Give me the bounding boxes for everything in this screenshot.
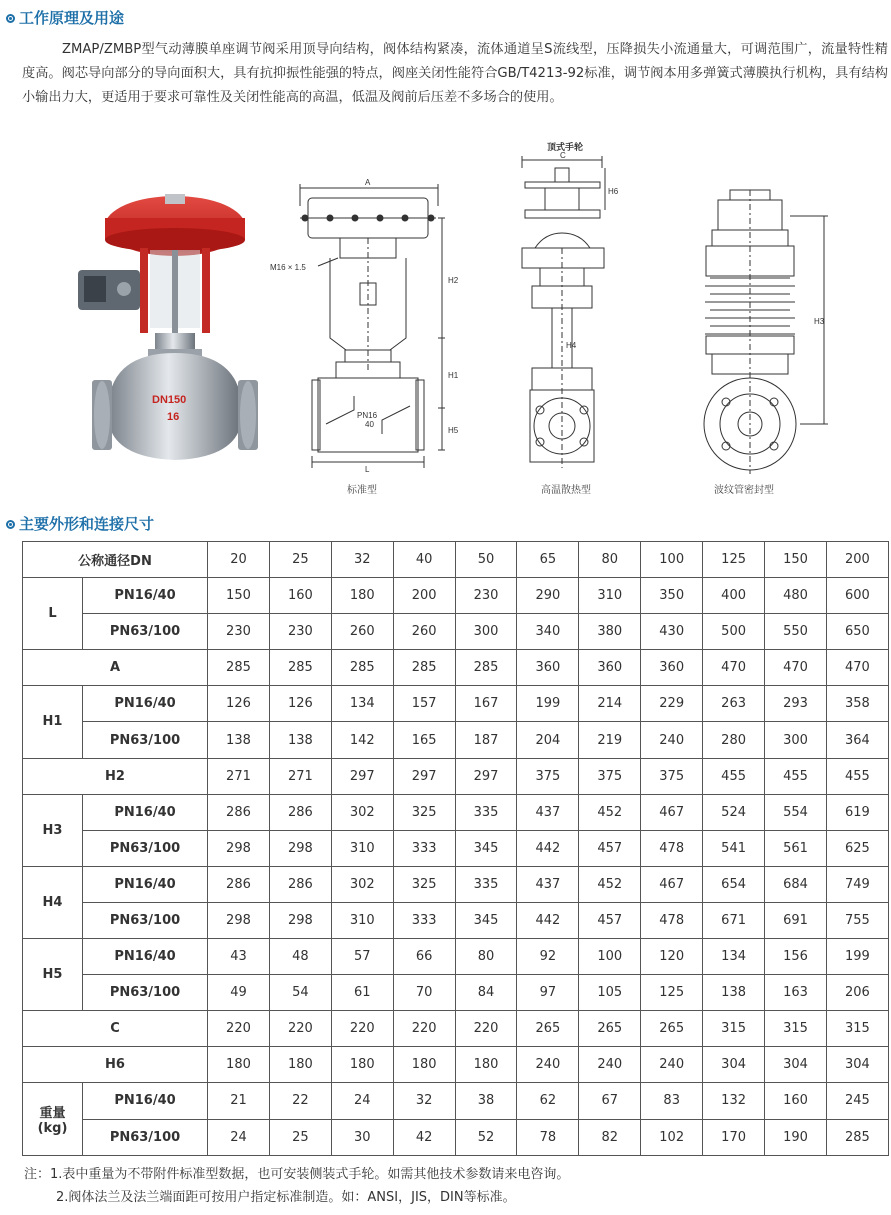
table-row [23,794,889,830]
value-cell: 297 [331,758,393,794]
pressure-class-label: PN63/100 [83,902,208,938]
value-cell: 265 [517,1011,579,1047]
group-label: L [23,578,83,650]
value-cell: 298 [208,902,270,938]
caption-standard: 标准型 [347,485,377,496]
value-cell: 66 [393,939,455,975]
value-cell: 187 [455,722,517,758]
value-cell: 541 [703,830,765,866]
value-cell: 650 [826,614,888,650]
pressure-class-label: PN16/40 [83,794,208,830]
value-cell: 340 [517,614,579,650]
value-cell: 671 [703,902,765,938]
value-cell: 452 [579,866,641,902]
value-cell: 24 [331,1083,393,1119]
value-cell: 500 [703,614,765,650]
value-cell: 240 [641,722,703,758]
value-cell: 333 [393,830,455,866]
value-cell: 271 [208,758,270,794]
value-cell: 163 [765,975,827,1011]
value-cell: 220 [455,1011,517,1047]
value-cell: 150 [208,578,270,614]
table-row [23,866,889,902]
value-cell: 286 [208,794,270,830]
value-cell: 297 [393,758,455,794]
pressure-class-label: PN16/40 [83,1083,208,1119]
value-cell: 333 [393,902,455,938]
table-row [23,686,889,722]
value-cell: 230 [208,614,270,650]
value-cell: 70 [393,975,455,1011]
value-cell: 180 [331,1047,393,1083]
value-cell: 360 [517,650,579,686]
value-cell: 360 [641,650,703,686]
label-H5: H5 [448,426,459,435]
value-cell: 142 [331,722,393,758]
value-cell: 561 [765,830,827,866]
value-cell: 190 [765,1119,827,1155]
note-line-1: 注：1.表中重量为不带附件标准型数据，也可安装侧装式手轮。如需其他技术参数请来电咨询。 [24,1167,570,1182]
value-cell: 156 [765,939,827,975]
value-cell: 42 [393,1119,455,1155]
value-cell: 285 [331,650,393,686]
value-cell: 220 [269,1011,331,1047]
label-C: C [560,151,566,160]
label-H3: H3 [814,317,825,326]
value-cell: 120 [641,939,703,975]
value-cell: 480 [765,578,827,614]
section-title-text: 工作原理及用途 [19,9,125,27]
value-cell: 467 [641,794,703,830]
photo-body-marking: DN150 [152,394,187,406]
header-dn-cell: 50 [455,542,517,578]
group-label: H1 [23,686,83,758]
value-cell: 102 [641,1119,703,1155]
value-cell: 240 [641,1047,703,1083]
value-cell: 105 [579,975,641,1011]
value-cell: 214 [579,686,641,722]
notes [24,1163,569,1209]
value-cell: 298 [208,830,270,866]
value-cell: 82 [579,1119,641,1155]
value-cell: 755 [826,902,888,938]
value-cell: 49 [208,975,270,1011]
value-cell: 600 [826,578,888,614]
header-dn-label: 公称通径DN [23,542,208,578]
value-cell: 300 [455,614,517,650]
circle-bullet-icon [6,14,15,23]
value-cell: 199 [517,686,579,722]
value-cell: 80 [455,939,517,975]
value-cell: 230 [455,578,517,614]
value-cell: 457 [579,902,641,938]
group-label: A [23,650,208,686]
value-cell: 206 [826,975,888,1011]
value-cell: 297 [455,758,517,794]
value-cell: 54 [269,975,331,1011]
circle-bullet-icon [6,520,15,529]
value-cell: 286 [208,866,270,902]
table-row [23,902,889,938]
value-cell: 271 [269,758,331,794]
value-cell: 304 [765,1047,827,1083]
value-cell: 263 [703,686,765,722]
table-row [23,758,889,794]
value-cell: 25 [269,1119,331,1155]
bellows-seal-drawing [704,190,828,474]
value-cell: 457 [579,830,641,866]
caption-high-temp: 高温散热型 [541,485,591,496]
value-cell: 38 [455,1083,517,1119]
value-cell: 691 [765,902,827,938]
valve-figures [0,138,891,508]
value-cell: 310 [331,902,393,938]
header-dn-cell: 200 [826,542,888,578]
table-row [23,650,889,686]
value-cell: 524 [703,794,765,830]
value-cell: 67 [579,1083,641,1119]
pressure-class-label: PN16/40 [83,866,208,902]
header-dn-cell: 40 [393,542,455,578]
value-cell: 100 [579,939,641,975]
value-cell: 170 [703,1119,765,1155]
value-cell: 325 [393,794,455,830]
group-label: C [23,1011,208,1047]
high-temp-drawing [522,156,605,468]
section-title-text: 主要外形和连接尺寸 [19,515,155,533]
value-cell: 125 [641,975,703,1011]
value-cell: 240 [517,1047,579,1083]
header-row [23,542,889,578]
value-cell: 304 [703,1047,765,1083]
section-title-principle [6,8,124,28]
value-cell: 455 [826,758,888,794]
intro-paragraph: ZMAP/ZMBP型气动薄膜单座调节阀采用顶导向结构，阀体结构紧凑，流体通道呈S流线型，压降损失小流通量大，可调范围广，流量特性精度高。阀芯导向部分的导向面积大，具有抗抑振性能强的特点，阀座关闭性能符合GB/T4213-92标准，调节阀本用多弹簧式薄膜执行机构，具有结构小输出力大，更适用于要求可靠性及关闭性能高的高温，低温及阀前后压差不多场合的使用。 [22,42,888,105]
value-cell: 298 [269,830,331,866]
valve-photo [78,194,258,460]
pressure-class-label: PN63/100 [83,614,208,650]
value-cell: 452 [579,794,641,830]
header-dn-cell: 80 [579,542,641,578]
label-L: L [365,465,370,474]
value-cell: 48 [269,939,331,975]
value-cell: 310 [579,578,641,614]
section-title-dimensions [6,514,154,534]
pressure-class-label: PN16/40 [83,578,208,614]
value-cell: 350 [641,578,703,614]
group-label: H6 [23,1047,208,1083]
label-A: A [365,178,371,187]
value-cell: 442 [517,902,579,938]
value-cell: 180 [208,1047,270,1083]
value-cell: 375 [579,758,641,794]
table-row [23,614,889,650]
value-cell: 285 [826,1119,888,1155]
value-cell: 92 [517,939,579,975]
value-cell: 134 [703,939,765,975]
value-cell: 62 [517,1083,579,1119]
value-cell: 286 [269,866,331,902]
value-cell: 437 [517,866,579,902]
value-cell: 157 [393,686,455,722]
label-top-handwheel: 顶式手轮 [547,142,584,152]
pressure-class-label: PN63/100 [83,722,208,758]
value-cell: 345 [455,830,517,866]
value-cell: 302 [331,866,393,902]
table-row [23,722,889,758]
value-cell: 180 [393,1047,455,1083]
value-cell: 83 [641,1083,703,1119]
label-H2: H2 [448,276,459,285]
value-cell: 375 [517,758,579,794]
value-cell: 315 [826,1011,888,1047]
value-cell: 138 [208,722,270,758]
value-cell: 325 [393,866,455,902]
value-cell: 654 [703,866,765,902]
pressure-class-label: PN63/100 [83,830,208,866]
header-dn-cell: 25 [269,542,331,578]
value-cell: 245 [826,1083,888,1119]
value-cell: 84 [455,975,517,1011]
value-cell: 478 [641,902,703,938]
label-PN-sub: 40 [365,420,374,429]
value-cell: 437 [517,794,579,830]
value-cell: 200 [393,578,455,614]
value-cell: 24 [208,1119,270,1155]
value-cell: 550 [765,614,827,650]
value-cell: 285 [208,650,270,686]
value-cell: 97 [517,975,579,1011]
value-cell: 442 [517,830,579,866]
value-cell: 478 [641,830,703,866]
value-cell: 229 [641,686,703,722]
value-cell: 126 [269,686,331,722]
value-cell: 335 [455,866,517,902]
label-H4: H4 [566,341,577,350]
value-cell: 180 [269,1047,331,1083]
value-cell: 364 [826,722,888,758]
value-cell: 180 [455,1047,517,1083]
group-label: H4 [23,866,83,938]
value-cell: 126 [208,686,270,722]
value-cell: 160 [269,578,331,614]
value-cell: 302 [331,794,393,830]
group-label: H2 [23,758,208,794]
value-cell: 260 [393,614,455,650]
value-cell: 21 [208,1083,270,1119]
value-cell: 219 [579,722,641,758]
label-H1: H1 [448,371,459,380]
table-row [23,975,889,1011]
value-cell: 22 [269,1083,331,1119]
value-cell: 138 [703,975,765,1011]
value-cell: 30 [331,1119,393,1155]
value-cell: 132 [703,1083,765,1119]
pressure-class-label: PN16/40 [83,939,208,975]
table-row [23,1083,889,1119]
value-cell: 455 [703,758,765,794]
value-cell: 467 [641,866,703,902]
label-PN: PN16 [357,411,378,420]
value-cell: 32 [393,1083,455,1119]
table-row [23,830,889,866]
figure-area [0,138,891,508]
value-cell: 430 [641,614,703,650]
value-cell: 298 [269,902,331,938]
pressure-class-label: PN63/100 [83,975,208,1011]
header-dn-cell: 100 [641,542,703,578]
value-cell: 304 [826,1047,888,1083]
value-cell: 167 [455,686,517,722]
header-dn-cell: 125 [703,542,765,578]
value-cell: 315 [765,1011,827,1047]
table-row [23,1119,889,1155]
value-cell: 160 [765,1083,827,1119]
value-cell: 619 [826,794,888,830]
caption-bellows: 波纹管密封型 [714,485,774,496]
pressure-class-label: PN63/100 [83,1119,208,1155]
value-cell: 335 [455,794,517,830]
value-cell: 360 [579,650,641,686]
value-cell: 165 [393,722,455,758]
header-dn-cell: 65 [517,542,579,578]
value-cell: 134 [331,686,393,722]
value-cell: 470 [765,650,827,686]
value-cell: 286 [269,794,331,830]
group-label: H5 [23,939,83,1011]
value-cell: 300 [765,722,827,758]
note-line-2: 2.阀体法兰及法兰端面距可按用户指定标准制造。如：ANSI，JIS，DIN等标准。 [56,1190,516,1205]
value-cell: 625 [826,830,888,866]
value-cell: 310 [331,830,393,866]
value-cell: 380 [579,614,641,650]
photo-body-marking-2: 16 [167,411,180,423]
value-cell: 43 [208,939,270,975]
value-cell: 220 [208,1011,270,1047]
value-cell: 455 [765,758,827,794]
pressure-class-label: PN16/40 [83,686,208,722]
value-cell: 260 [331,614,393,650]
value-cell: 315 [703,1011,765,1047]
value-cell: 554 [765,794,827,830]
value-cell: 400 [703,578,765,614]
value-cell: 285 [393,650,455,686]
value-cell: 220 [393,1011,455,1047]
value-cell: 61 [331,975,393,1011]
value-cell: 375 [641,758,703,794]
value-cell: 293 [765,686,827,722]
value-cell: 57 [331,939,393,975]
dimensions-table [22,541,889,1156]
value-cell: 285 [455,650,517,686]
value-cell: 470 [826,650,888,686]
value-cell: 749 [826,866,888,902]
table-row [23,578,889,614]
value-cell: 265 [579,1011,641,1047]
value-cell: 240 [579,1047,641,1083]
value-cell: 220 [331,1011,393,1047]
value-cell: 180 [331,578,393,614]
value-cell: 138 [269,722,331,758]
value-cell: 280 [703,722,765,758]
table-row [23,1047,889,1083]
value-cell: 265 [641,1011,703,1047]
value-cell: 358 [826,686,888,722]
label-M16: M16 × 1.5 [270,263,306,272]
value-cell: 230 [269,614,331,650]
header-dn-cell: 150 [765,542,827,578]
header-dn-cell: 20 [208,542,270,578]
group-label: H3 [23,794,83,866]
value-cell: 199 [826,939,888,975]
value-cell: 78 [517,1119,579,1155]
table-row [23,939,889,975]
value-cell: 285 [269,650,331,686]
value-cell: 52 [455,1119,517,1155]
value-cell: 290 [517,578,579,614]
group-label: 重量 (kg) [23,1083,83,1155]
value-cell: 470 [703,650,765,686]
value-cell: 684 [765,866,827,902]
label-H6: H6 [608,187,619,196]
value-cell: 345 [455,902,517,938]
table-row [23,1011,889,1047]
header-dn-cell: 32 [331,542,393,578]
value-cell: 204 [517,722,579,758]
